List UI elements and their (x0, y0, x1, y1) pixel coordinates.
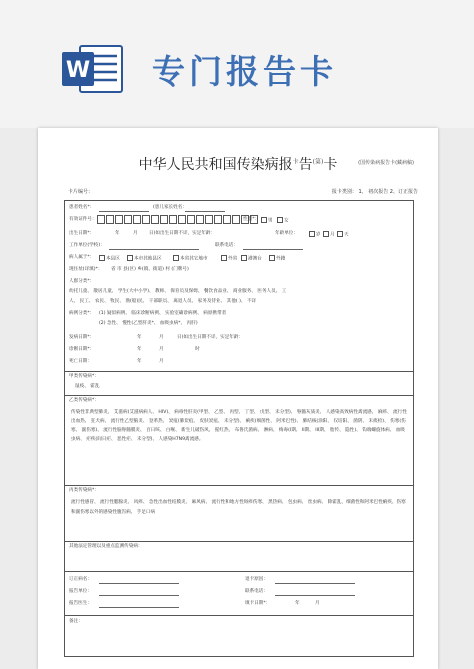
belong-label: 病人属于*： (69, 255, 95, 260)
phone-field[interactable] (243, 249, 303, 250)
job-label: 人群分类*： (69, 279, 95, 284)
remark-label: 备注： (69, 619, 83, 624)
card-number-label: 卡片编号： (68, 189, 94, 195)
gender-male-option[interactable]: 男 (261, 217, 273, 225)
fill-date-label: 填卡日期*： (245, 601, 271, 606)
birth-month: 月 (133, 231, 138, 236)
correct-name-field[interactable] (99, 583, 179, 584)
banner-title: 专门报告卡 (152, 52, 337, 91)
meta-row (68, 188, 418, 195)
death-month: 月 (159, 359, 164, 364)
class-c-options[interactable]: 流行性感冒、 流行性腮腺炎、 风疹、 急性出血性结膜炎、 麻风病、 流行性和地方性斑疹伤寒、 黑热病、 包虫病、 丝虫病、 除霍乱、细菌性和阿米巴性痢疾、伤寒和副伤寒以外的感染性腹泻病、 手足口病 (71, 500, 406, 515)
work-label: 工作单位(学校)： (69, 243, 105, 248)
footer-divider (65, 571, 413, 572)
remark-divider (65, 615, 413, 616)
age-unit-label: 年龄单位： (275, 231, 298, 236)
contact-phone-field[interactable] (275, 595, 355, 596)
other-divider (65, 541, 413, 542)
report-type-label: 报卡类别： 1、 初次报告 2、订正报告 (331, 189, 418, 195)
case-row-1[interactable]: (1) 疑似病例、 临床诊断病例、 实验室确诊病例、 病原携带者 (99, 311, 227, 316)
age-unit-year[interactable]: 岁 (309, 231, 321, 239)
class-b-label: 乙类传染病*： (69, 398, 99, 403)
reporter-label: 报告医生： (69, 601, 92, 606)
birth-day-note: 日(如出生日期不详，实足年龄： (149, 231, 216, 236)
report-unit-field[interactable] (99, 595, 179, 596)
onset-year: 年 (137, 335, 142, 340)
document-title: 中华人民共和国传染病报$^卡$告$^{(第)}$卡 (138, 157, 338, 173)
reporter-field[interactable] (99, 607, 179, 608)
class-a-divider (65, 371, 413, 372)
gender-label: 性别*： (243, 217, 260, 222)
id-label: 有效证件号： (69, 217, 97, 222)
correct-name-label: 订正病名： (69, 577, 92, 582)
onset-month: 月 (159, 335, 164, 340)
belong-opt-4[interactable]: 港澳台 (241, 255, 262, 263)
report-form (64, 200, 414, 657)
fill-date-year: 年 (295, 601, 300, 606)
corner-note: (国传染病报告卡(藏病稿) (358, 160, 414, 166)
other-label: 其他法定管理以及重点监测传染病： (69, 544, 143, 549)
death-label: 死亡日期： (69, 359, 92, 364)
class-b-divider (65, 395, 413, 396)
diag-time: 时 (195, 347, 200, 352)
belong-opt-2[interactable]: 本省其它地市 (173, 255, 208, 263)
age-unit-day[interactable]: 天 (337, 231, 349, 239)
phone-label: 联系电话： (215, 243, 238, 248)
onset-day: 日(如出生日期不详，实足年龄： (177, 335, 244, 340)
return-reason-label: 退卡原因： (245, 577, 268, 582)
guardian-field[interactable] (185, 211, 225, 212)
fill-date-month: 月 (315, 601, 320, 606)
belong-opt-3[interactable]: 外省 (221, 255, 237, 263)
report-unit-label: 报告单位： (69, 589, 92, 594)
address-parts[interactable]: 省 市 县(区) 乡(镇、街道) 村 (门牌号) (111, 267, 189, 272)
case-type-label: 病例分类*： (69, 311, 95, 316)
job-row-1[interactable]: 幼托儿童、 散居儿童、 学生(大中小学)、 教师、 保育员及保姆、 餐饮食品业、 商业服务、 医务人员、 工 (69, 289, 287, 294)
class-a-label: 甲类传染病*： (69, 374, 99, 379)
class-c-label: 丙类传染病*： (69, 488, 99, 493)
job-row-2[interactable]: 人、 民工、 农民、 牧民、 渔(船)民、 干部职员、 离退人员、 家务及待业、 其他( )、 不详 (69, 299, 257, 304)
birth-label: 出生日期*： (69, 231, 95, 236)
diag-month: 月 (159, 347, 164, 352)
word-icon (62, 44, 124, 94)
return-reason-field[interactable] (275, 583, 355, 584)
work-field[interactable] (109, 249, 199, 250)
onset-label: 发病日期*： (69, 335, 95, 340)
patient-name-field[interactable] (99, 211, 149, 212)
class-c-divider (65, 485, 413, 486)
age-unit-month[interactable]: 月 (323, 231, 335, 239)
document-page (38, 128, 438, 669)
death-year: 年 (137, 359, 142, 364)
id-number-boxes[interactable] (97, 215, 258, 224)
birth-year: 年 (115, 231, 120, 236)
class-a-options[interactable]: 鼠疫、 霍乱 (75, 384, 100, 389)
case-row-2[interactable]: (2) 急性、 慢性(乙型肝炎*、 血吸虫病*、 丙肝) (99, 321, 198, 326)
svg-text:W: W (65, 58, 91, 83)
belong-opt-0[interactable]: 本县区 (99, 255, 120, 263)
address-label: 现住址(详填)*： (69, 267, 103, 272)
belong-opt-1[interactable]: 本市其他县区 (127, 255, 162, 263)
diag-year: 年 (137, 347, 142, 352)
class-b-options[interactable]: 传染性非典型肺炎、 艾滋病(艾滋病病人、 HIV)、 病毒性肝炎(甲型、 乙型、 丙型、 丁型、 戊型、 未分型)、 脊髓灰质炎、 人感染高致病性禽流感、 麻疹、 流行性出血热、 狂犬病、 流行性乙型脑炎、 登革热、 炭疽(肺炭疽、 皮肤炭疽、 未分型)、 痢疾(细菌性、 阿米巴性)、 肺结核(涂阳、 仅培阳、 菌阴、 未痰检)、 伤寒(伤寒、 副伤寒)、 流行性脑脊髓膜炎、 百日咳、 白喉、 新生儿破伤风、 猩红热、 布鲁氏菌病、 淋病、 梅毒(I期、 II期、 III期、 胎传、 隐性)、 钩端螺旋体病、 血吸虫病、 疟疾(间日疟、 恶性疟、 未分型)、 人感染H7N9禽流感。 (71, 410, 407, 442)
belong-opt-5[interactable]: 外籍 (269, 255, 285, 263)
guardian-label: (患儿家长姓名： (153, 205, 187, 210)
gender-female-option[interactable]: 女 (277, 217, 289, 225)
patient-name-label: 患者姓名*： (69, 205, 95, 210)
contact-phone-label: 联系电话： (245, 589, 268, 594)
diag-label: 诊断日期*： (69, 347, 95, 352)
preview-banner (0, 0, 474, 128)
